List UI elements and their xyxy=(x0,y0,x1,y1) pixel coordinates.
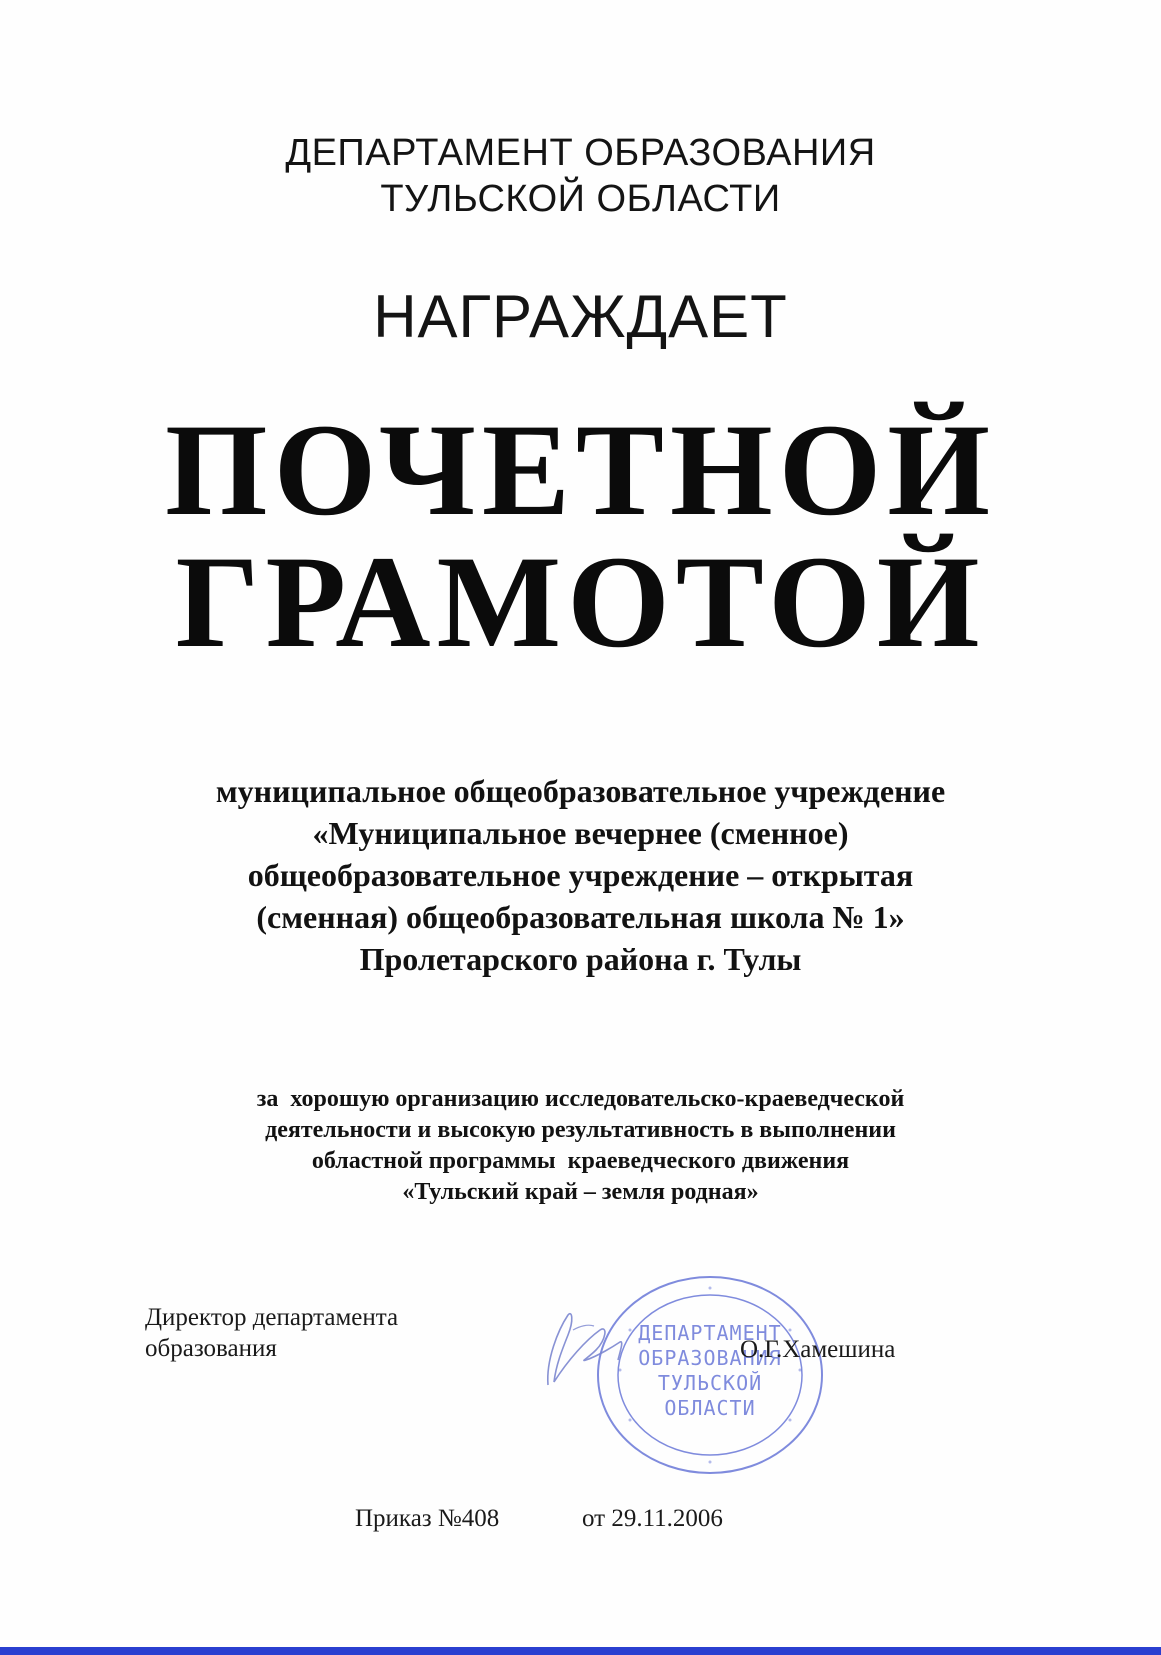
award-title-line-1: ПОЧЕТНОЙ xyxy=(164,396,997,543)
handwritten-signature xyxy=(528,1290,768,1400)
recipient-line: Пролетарского района г. Тулы xyxy=(359,941,802,977)
reason-block xyxy=(0,1084,1161,1208)
reason-line: «Тульский край – земля родная» xyxy=(402,1179,759,1205)
order-date: от 29.11.2006 xyxy=(582,1505,723,1532)
issuer-line-1: ДЕПАРТАМЕНТ ОБРАЗОВАНИЯ xyxy=(285,132,876,174)
signer-title-line-2: образования xyxy=(145,1335,277,1362)
recipient-block xyxy=(0,770,1161,980)
signer-name: О.Г.Хамешина xyxy=(740,1336,896,1363)
recipient-line: «Муниципальное вечернее (сменное) xyxy=(312,815,849,851)
reason-line: за хорошую организацию исследовательско-краеведческой xyxy=(256,1086,905,1112)
issuer-line-2: ТУЛЬСКОЙ ОБЛАСТИ xyxy=(380,178,781,220)
recipient-line: (сменная) общеобразовательная школа № 1» xyxy=(256,899,905,935)
seal-line-4: ОБЛАСТИ xyxy=(664,1396,756,1420)
signer-title xyxy=(145,1302,398,1364)
order-number: Приказ №408 xyxy=(355,1505,500,1532)
award-title-line-2: ГРАМОТОЙ xyxy=(175,528,986,675)
reason-line: деятельности и высокую результативность в выполнении xyxy=(265,1117,896,1143)
reason-line: областной программы краеведческого движения xyxy=(311,1148,850,1174)
seal-line-3: ТУЛЬСКОЙ xyxy=(657,1371,763,1395)
signer-title-line-1: Директор департамента xyxy=(145,1304,399,1331)
recipient-line: общеобразовательное учреждение – открытая xyxy=(247,857,914,893)
awards-verb: НАГРАЖДАЕТ xyxy=(373,283,788,350)
seal-line-2: ОБРАЗОВАНИЯ xyxy=(638,1346,782,1370)
seal-line-1: ДЕПАРТАМЕНТ xyxy=(638,1321,782,1345)
scan-bottom-edge xyxy=(0,1647,1161,1655)
recipient-line: муниципальное общеобразовательное учреждение xyxy=(215,773,946,809)
issuer-heading xyxy=(0,130,1161,222)
